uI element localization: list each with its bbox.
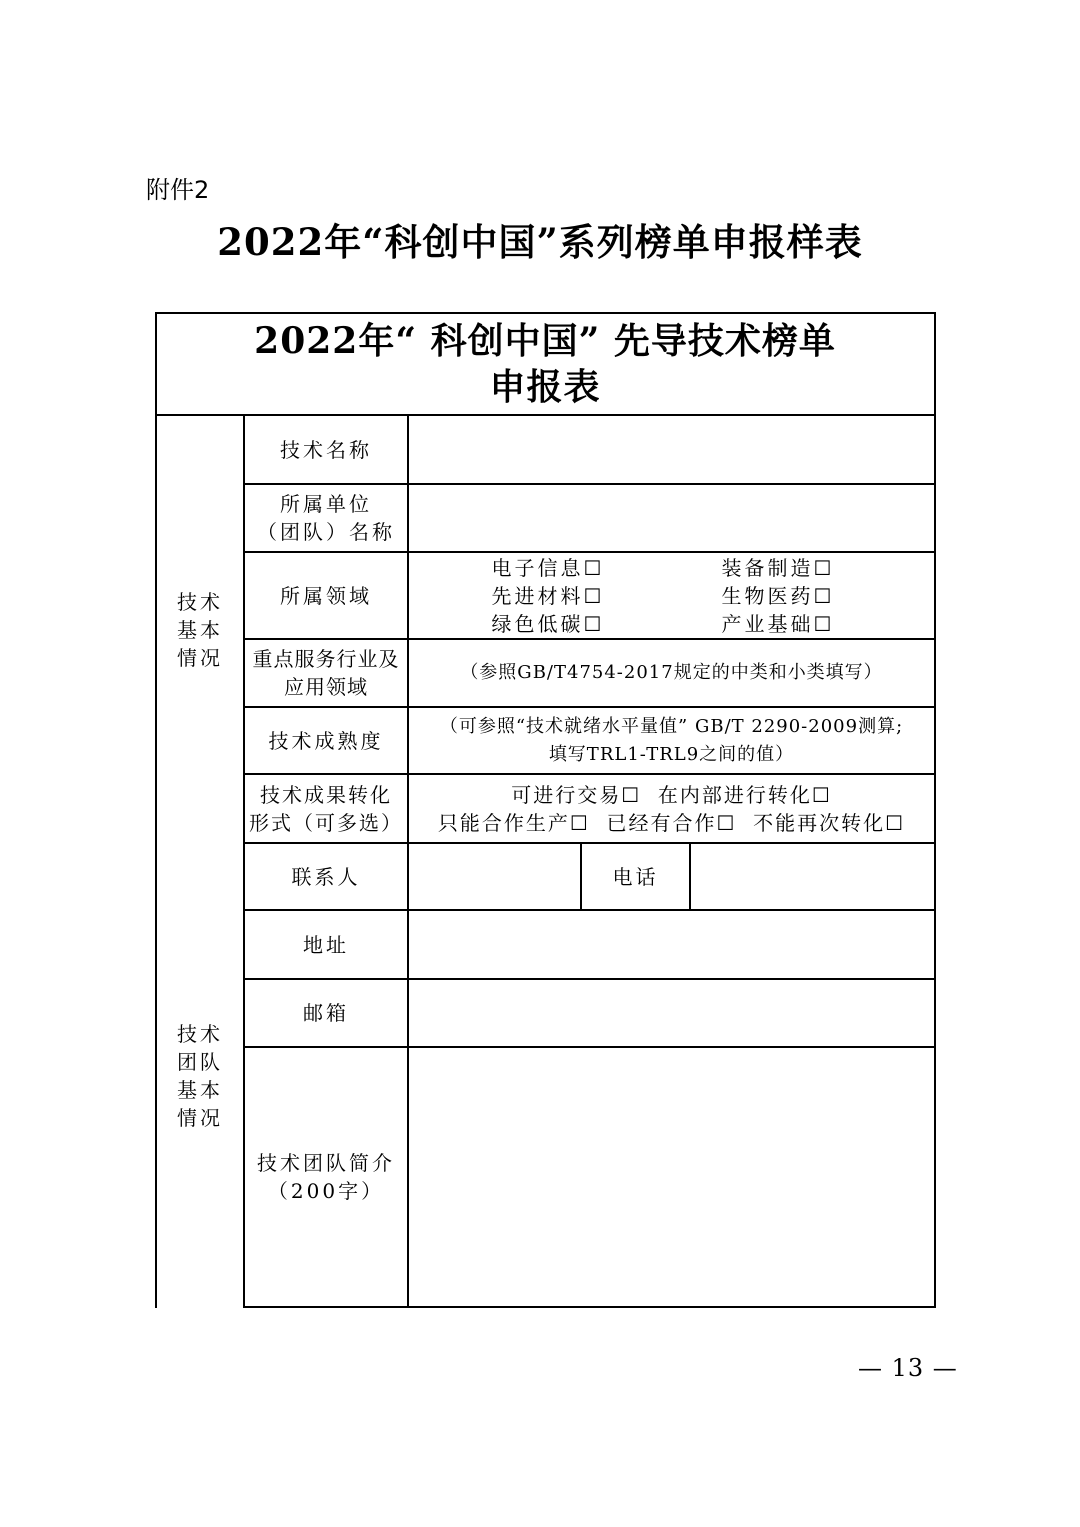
label-maturity bbox=[245, 708, 407, 773]
table-border-top bbox=[155, 312, 936, 314]
option-biomedicine[interactable]: 生物医药☐ bbox=[721, 583, 835, 608]
attachment-label: 附件2 bbox=[146, 176, 210, 204]
label-email bbox=[245, 980, 407, 1046]
label-text: （团队）名称 bbox=[257, 520, 395, 544]
note-text: 填写TRL1-TRL9之间的值） bbox=[548, 743, 795, 765]
transfer-options bbox=[409, 775, 934, 842]
label-unit bbox=[245, 485, 407, 551]
label-text: 所属单位 bbox=[280, 492, 372, 516]
section-basic-3: 情况 bbox=[177, 646, 223, 670]
rule bbox=[407, 414, 409, 1308]
label-contact bbox=[245, 844, 407, 909]
form-title-line1: 2022年“ 科创中国” 先导技术榜单 bbox=[254, 320, 836, 362]
table-border-right bbox=[934, 312, 936, 1308]
label-text: 联系人 bbox=[291, 864, 361, 889]
label-text: 应用领域 bbox=[284, 675, 368, 699]
label-text: 技术名称 bbox=[280, 437, 372, 462]
table-border-left bbox=[155, 312, 157, 1308]
label-text: 地址 bbox=[303, 932, 349, 957]
label-text: 所属领域 bbox=[280, 583, 372, 608]
label-tech-name bbox=[245, 416, 407, 483]
label-industry bbox=[245, 640, 407, 706]
label-address bbox=[245, 911, 407, 978]
label-team-intro bbox=[245, 1048, 407, 1306]
section-basic-label bbox=[157, 585, 243, 675]
rule bbox=[689, 842, 691, 910]
section-team-label bbox=[157, 1018, 243, 1133]
section-team-4: 情况 bbox=[177, 1105, 223, 1130]
table-border-bottom bbox=[243, 1306, 936, 1308]
note-text: （参照GB/T4754-2017规定的中类和小类填写） bbox=[460, 662, 883, 683]
industry-note bbox=[409, 640, 934, 706]
form-title bbox=[156, 318, 934, 410]
option-industrial-base[interactable]: 产业基础☐ bbox=[721, 611, 835, 636]
field-options-grid bbox=[492, 554, 852, 638]
field-options bbox=[409, 553, 934, 638]
label-text: 邮箱 bbox=[303, 1001, 349, 1025]
page-title: 2022年“科创中国”系列榜单申报样表 bbox=[217, 220, 863, 264]
label-text: 电话 bbox=[612, 864, 659, 889]
form-title-line2: 申报表 bbox=[489, 366, 601, 408]
page-number: — 13 — bbox=[858, 1354, 958, 1382]
label-text: 技术团队简介 bbox=[257, 1151, 395, 1175]
section-team-3: 基本 bbox=[177, 1077, 223, 1102]
section-team-2: 团队 bbox=[177, 1049, 223, 1074]
label-text: 形式（可多选） bbox=[249, 810, 403, 835]
label-field bbox=[245, 553, 407, 638]
section-basic-2: 基本 bbox=[177, 618, 223, 642]
transfer-options-line[interactable]: 只能合作生产☐ 已经有合作☐ 不能再次转化☐ bbox=[437, 810, 906, 835]
section-team-1: 技术 bbox=[177, 1021, 223, 1046]
transfer-options-line[interactable]: 可进行交易☐ 在内部进行转化☐ bbox=[511, 782, 832, 807]
label-text: （200字） bbox=[267, 1179, 385, 1203]
label-phone bbox=[582, 844, 689, 909]
label-text: 重点服务行业及 bbox=[252, 647, 400, 671]
note-text: （可参照“技术就绪水平量值” GB/T 2290-2009测算; bbox=[439, 715, 904, 737]
option-green[interactable]: 绿色低碳☐ bbox=[491, 611, 605, 636]
label-text: 技术成熟度 bbox=[268, 728, 384, 753]
label-text: 技术成果转化 bbox=[260, 782, 392, 807]
section-basic-1: 技术 bbox=[177, 590, 223, 614]
maturity-note bbox=[409, 708, 934, 773]
option-materials[interactable]: 先进材料☐ bbox=[491, 583, 605, 608]
label-transfer bbox=[245, 775, 407, 842]
option-electronics[interactable]: 电子信息☐ bbox=[491, 555, 605, 580]
option-equipment[interactable]: 装备制造☐ bbox=[721, 555, 835, 580]
